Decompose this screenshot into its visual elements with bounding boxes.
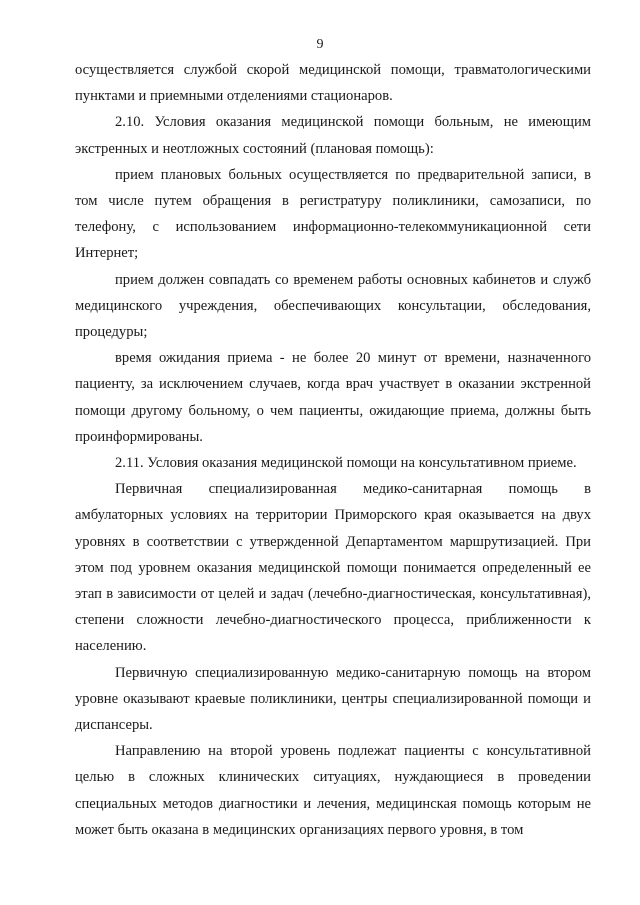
paragraph: Направлению на второй уровень подлежат пациенты с консультативной целью в сложных клинических ситуациях, нуждающиеся в проведении специальных методов диагностики и лечения, медицинская помощь которым не может быть оказана в медицинских организациях первого уровня, в том [75,743,591,838]
paragraph-section-2-10: 2.10. Условия оказания медицинской помощи больным, не имеющим экстренных и неотложных состояний (плановая помощь): [75,114,591,157]
paragraph: Первичная специализированная медико-санитарная помощь в амбулаторных условиях на территории Приморского края оказывается на двух уровнях в соответствии с утвержденной Департаментом маршрутизацией. При этом под уровнем оказания медицинской помощи понимается определенный ее этап в зависимости от целей и задач (лечебно-диагностическая, консультативная), степени сложности лечебно-диагностического процесса, приближенности к населению. [75,481,591,655]
paragraph-section-2-11: 2.11. Условия оказания медицинской помощи на консультативном приеме. [115,455,577,472]
page-number: 9 [316,37,324,52]
paragraph: осуществляется службой скорой медицинской помощи, травматологическими пунктами и приемными отделениями стационаров. [75,62,591,105]
paragraph: прием плановых больных осуществляется по предварительной записи, в том числе путем обращения в регистратуру поликлиники, самозаписи, по телефону, с использованием информационно-телекоммуникационной сети Интернет; [75,166,591,262]
paragraph: Первичную специализированную медико-санитарную помощь на втором уровне оказывают краевые поликлиники, центры специализированной помощи и диспансеры. [75,664,591,734]
document-body [75,57,591,843]
paragraph: прием должен совпадать со временем работы основных кабинетов и служб медицинского учреждения, обеспечивающих консультации, обследования, процедуры; [75,271,591,341]
paragraph: время ожидания приема - не более 20 минут от времени, назначенного пациенту, за исключением случаев, когда врач участвует в оказании экстренной помощи другому больному, о чем пациенты, ожидающие приема, должны быть проинформированы. [75,350,591,445]
